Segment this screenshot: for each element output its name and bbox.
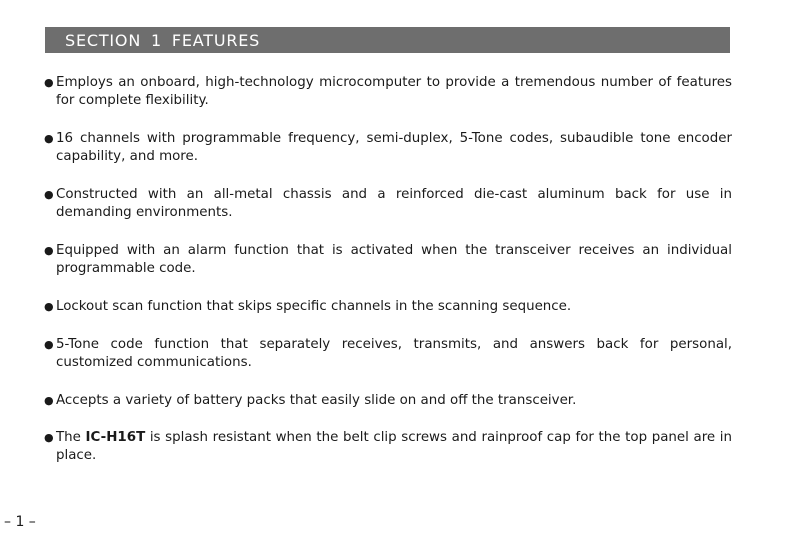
feature-item	[44, 242, 732, 278]
feature-item	[44, 130, 732, 166]
feature-text: Lockout scan function that skips specific channels in the scanning sequence.	[56, 299, 572, 314]
feature-text: Employs an onboard, high-technology microcomputer to provide a tremendous number of features for complete flexibility.	[56, 75, 732, 108]
bullet-icon: ●	[44, 188, 54, 201]
feature-text: 5-Tone code function that separately receives, transmits, and answers back for personal, customized communications.	[56, 337, 732, 370]
feature-text: 16 channels with programmable frequency, semi-duplex, 5-Tone codes, subaudible tone encoder capability, and more.	[56, 131, 732, 164]
feature-text: Constructed with an all-metal chassis and a reinforced die-cast aluminum back for use in demanding environments.	[56, 187, 732, 220]
feature-item	[44, 392, 732, 410]
feature-item	[44, 186, 732, 222]
feature-text	[56, 429, 732, 465]
feature-item	[44, 74, 732, 110]
feature-text: Accepts a variety of battery packs that easily slide on and off the transceiver.	[56, 393, 577, 408]
section-header	[45, 27, 730, 53]
bullet-icon: ●	[44, 431, 54, 444]
feature-text-prefix: The	[56, 430, 86, 445]
bullet-icon: ●	[44, 244, 54, 257]
bullet-icon: ●	[44, 132, 54, 145]
bullet-icon: ●	[44, 300, 54, 313]
feature-item	[44, 429, 732, 465]
feature-text: Equipped with an alarm function that is activated when the transceiver receives an individual programmable code.	[56, 243, 732, 276]
bullet-icon: ●	[44, 76, 54, 89]
section-title: SECTION 1 FEATURES	[65, 30, 261, 50]
feature-text-suffix: is splash resistant when the belt clip screws and rainproof cap for the top panel are in place.	[56, 430, 732, 463]
page-number: – 1 –	[4, 514, 36, 530]
model-name: IC-H16T	[85, 430, 146, 445]
bullet-icon: ●	[44, 394, 54, 407]
feature-item	[44, 336, 732, 372]
feature-item	[44, 298, 732, 316]
bullet-icon: ●	[44, 338, 54, 351]
